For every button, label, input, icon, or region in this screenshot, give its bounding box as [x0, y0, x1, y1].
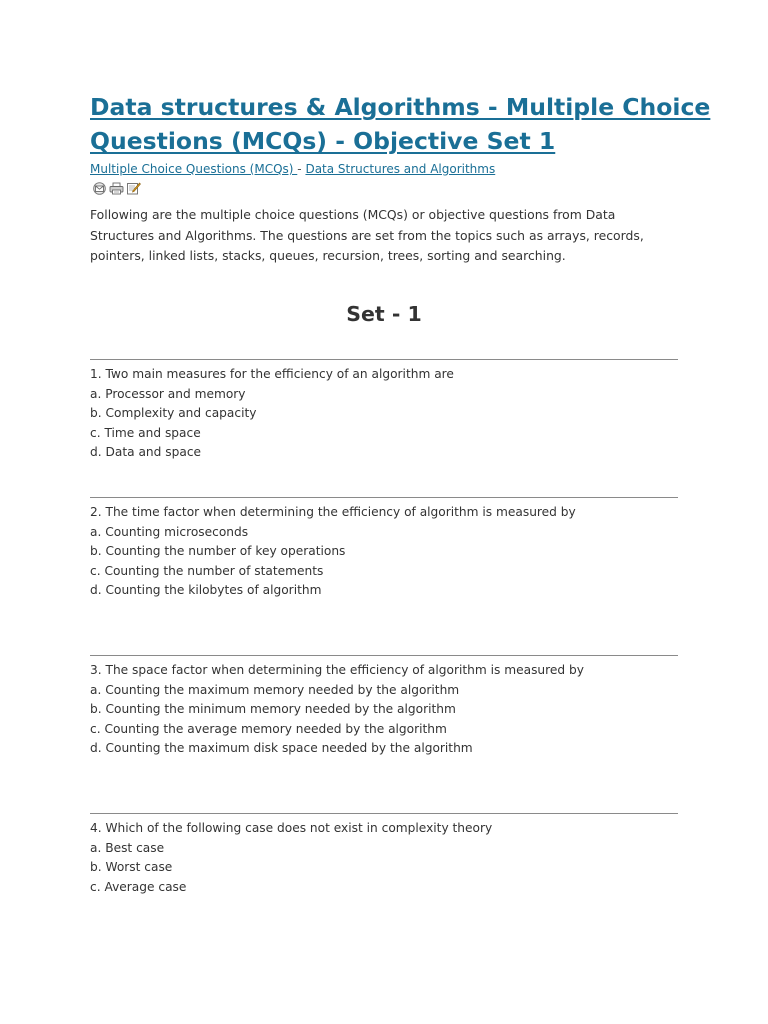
option-d: d. Counting the maximum disk space needed by the algorithm: [90, 741, 473, 756]
edit-icon[interactable]: [126, 180, 141, 193]
option-c: c. Average case: [90, 879, 187, 894]
option-d: d. Data and space: [90, 445, 202, 460]
article-toolbar: [92, 180, 141, 194]
option-a: a. Processor and memory: [90, 386, 246, 401]
breadcrumb-separator: -: [297, 162, 302, 176]
page-title[interactable]: [90, 90, 711, 158]
option-c: c. Time and space: [90, 425, 201, 440]
option-c: c. Counting the average memory needed by the algorithm: [90, 721, 447, 736]
question-text: 3. The space factor when determining the efficiency of algorithm is measured by: [90, 663, 584, 677]
question-text: 1. Two main measures for the efficiency of an algorithm are: [90, 367, 454, 381]
question-block-1: [90, 359, 678, 463]
email-icon[interactable]: [92, 180, 107, 193]
page-title-line-2[interactable]: Questions (MCQs) - Objective Set 1: [90, 127, 556, 155]
print-icon[interactable]: [109, 180, 124, 193]
breadcrumb-link-mcqs[interactable]: Multiple Choice Questions (MCQs): [90, 162, 298, 176]
option-b: b. Counting the number of key operations: [90, 544, 346, 559]
question-text: 2. The time factor when determining the efficiency of algorithm is measured by: [90, 505, 576, 519]
option-a: a. Best case: [90, 840, 165, 855]
option-b: b. Complexity and capacity: [90, 406, 257, 421]
breadcrumb-link-dsa[interactable]: Data Structures and Algorithms: [305, 162, 496, 176]
option-b: b. Worst case: [90, 860, 173, 875]
option-b: b. Counting the minimum memory needed by the algorithm: [90, 702, 456, 717]
option-c: c. Counting the number of statements: [90, 563, 324, 578]
intro-paragraph: Following are the multiple choice questions (MCQs) or objective questions from Data Structures and Algorithms. The questions are set from the topics such as arrays, records, pointers, linked lists, stacks, queues, recursion, trees, sorting and searching.: [90, 207, 644, 263]
option-d: d. Counting the kilobytes of algorithm: [90, 583, 322, 598]
breadcrumb: [90, 161, 495, 177]
option-a: a. Counting the maximum memory needed by the algorithm: [90, 682, 460, 697]
set-heading: Set - 1: [346, 302, 422, 326]
option-a: a. Counting microseconds: [90, 524, 249, 539]
question-text: 4. Which of the following case does not exist in complexity theory: [90, 821, 493, 835]
page-title-line-1[interactable]: Data structures & Algorithms - Multiple Choice: [90, 93, 711, 121]
question-block-4: [90, 813, 678, 897]
question-block-2: [90, 497, 678, 601]
question-block-3: [90, 655, 678, 759]
